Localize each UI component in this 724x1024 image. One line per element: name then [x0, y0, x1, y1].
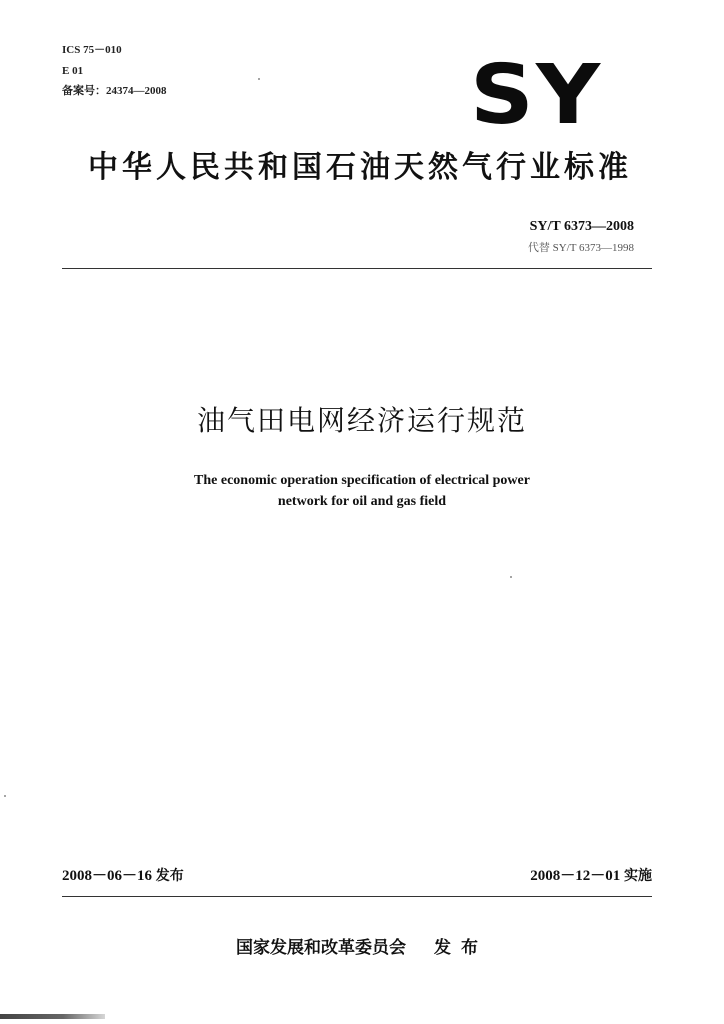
standard-number: SY/T 6373—2008	[529, 219, 634, 234]
document-title-cn: 油气田电网经济运行规范	[196, 404, 527, 437]
filing-number: 备案号：24374—2008	[62, 85, 167, 97]
bottom-divider	[62, 896, 652, 897]
sy-logo: SY	[470, 48, 603, 143]
effective-label: 实施	[624, 868, 652, 884]
publisher-action: 发布	[434, 938, 488, 958]
effective-date: 2008－12－01	[530, 868, 621, 884]
issue-label: 发布	[155, 868, 184, 884]
standard-replaces: 代替 SY/T 6373—1998	[527, 242, 634, 254]
publisher-line	[0, 936, 724, 960]
document-title-en-line1: The economic operation specification of electrical power	[194, 473, 530, 488]
category-code: E 01	[62, 65, 84, 77]
top-divider	[62, 268, 652, 269]
scan-speck	[258, 78, 260, 80]
document-title-en	[0, 470, 724, 512]
document-title-en-line2: network for oil and gas field	[277, 494, 447, 509]
scan-speck	[510, 576, 512, 578]
issue-date: 2008－06－16	[62, 868, 153, 884]
scan-edge-mark	[0, 1014, 105, 1019]
scan-speck	[4, 795, 6, 797]
publisher-name: 国家发展和改革委员会	[236, 938, 406, 958]
issue-date-line	[62, 866, 184, 886]
org-title: 中华人民共和国石油天然气行业标准	[88, 150, 632, 185]
effective-date-line	[530, 866, 652, 886]
ics-code: ICS 75－010	[62, 44, 122, 56]
